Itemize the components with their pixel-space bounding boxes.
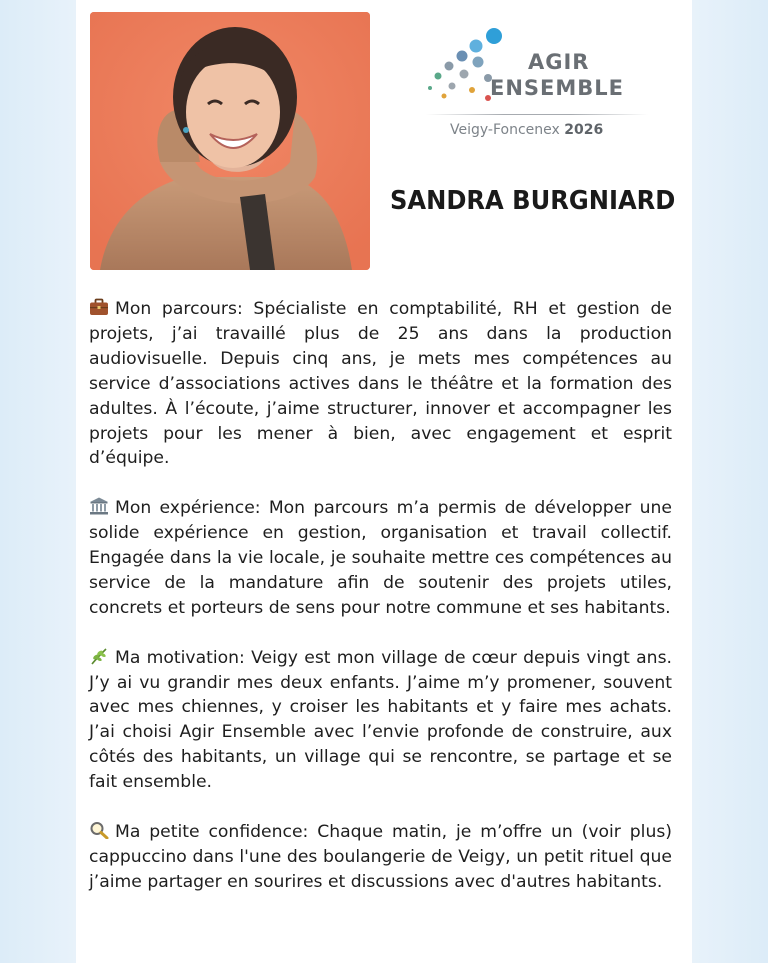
- logo-dot: [460, 70, 469, 79]
- magnifying-glass-icon: [89, 821, 109, 839]
- herb-icon: [89, 647, 109, 665]
- classical-building-icon: [89, 497, 109, 515]
- logo-dot: [470, 40, 483, 53]
- section-motivation: [89, 646, 672, 795]
- section-parcours: [89, 297, 672, 471]
- logo-place: Veigy-Foncenex: [450, 122, 560, 138]
- logo-dot: [457, 51, 468, 62]
- section-text: Ma motivation: Veigy est mon village de cœur depuis vingt ans. J’y ai vu grandir mes deux enfants. J’aime m’y promener, souvent avec mes chiennes, y croiser les habitants et y faire mes achats. J’ai choisi Agir Ensemble avec l’envie profonde de construire, aux côtés des habitants, un village qui se rencontre, se partage et se fait ensemble.: [89, 647, 672, 793]
- section-text: Mon parcours: Spécialiste en comptabilité, RH et gestion de projets, j’ai travaillé plus de 25 ans dans la production audiovisuelle. Depuis cinq ans, je mets mes compétences au service d’associations actives dans le théâtre et la formation des adultes. À l’écoute, j’aime structurer, innover et accompagner les projets pour les mener à bien, avec engagement et esprit d’équipe.: [89, 299, 672, 469]
- logo-word-ensemble: ENSEMBLE: [490, 76, 625, 100]
- section-experience: [89, 496, 672, 621]
- candidate-photo: [90, 12, 370, 270]
- logo-dot: [469, 87, 475, 93]
- briefcase-icon: [89, 298, 109, 316]
- logo-dot: [445, 62, 454, 71]
- candidate-name: SANDRA BURGNIARD: [390, 186, 676, 216]
- section-text: Mon expérience: Mon parcours m’a permis de développer une solide expérience en gestion, organisation et travail collectif. Engagée dans la vie locale, je souhaite mettre ces compétences au service de la mandature afin de soutenir des projets utiles, concrets et porteurs de sens pour notre commune et ses habitants.: [89, 498, 672, 618]
- logo-dots-icon: [416, 26, 526, 116]
- portrait-illustration: [90, 12, 370, 270]
- candidate-bio: [89, 297, 672, 920]
- agir-ensemble-logo: [416, 26, 656, 146]
- logo-word-agir: AGIR: [528, 50, 590, 74]
- logo-dot: [449, 83, 456, 90]
- logo-dot: [486, 28, 502, 44]
- logo-dot: [473, 57, 484, 68]
- logo-year: 2026: [564, 122, 604, 138]
- logo-dot: [435, 73, 442, 80]
- section-text: Ma petite confidence: Chaque matin, je m’offre un (voir plus) cappuccino dans l'une des boulangerie de Veigy, un petit rituel que j’aime partager en sourires et discussions avec d'autres habitants.: [89, 821, 672, 892]
- candidate-card: [76, 0, 692, 963]
- section-confidence: [89, 820, 672, 895]
- logo-dot: [428, 86, 432, 90]
- logo-dot: [442, 94, 447, 99]
- logo-divider: [426, 114, 648, 115]
- logo-subtitle: [450, 122, 603, 138]
